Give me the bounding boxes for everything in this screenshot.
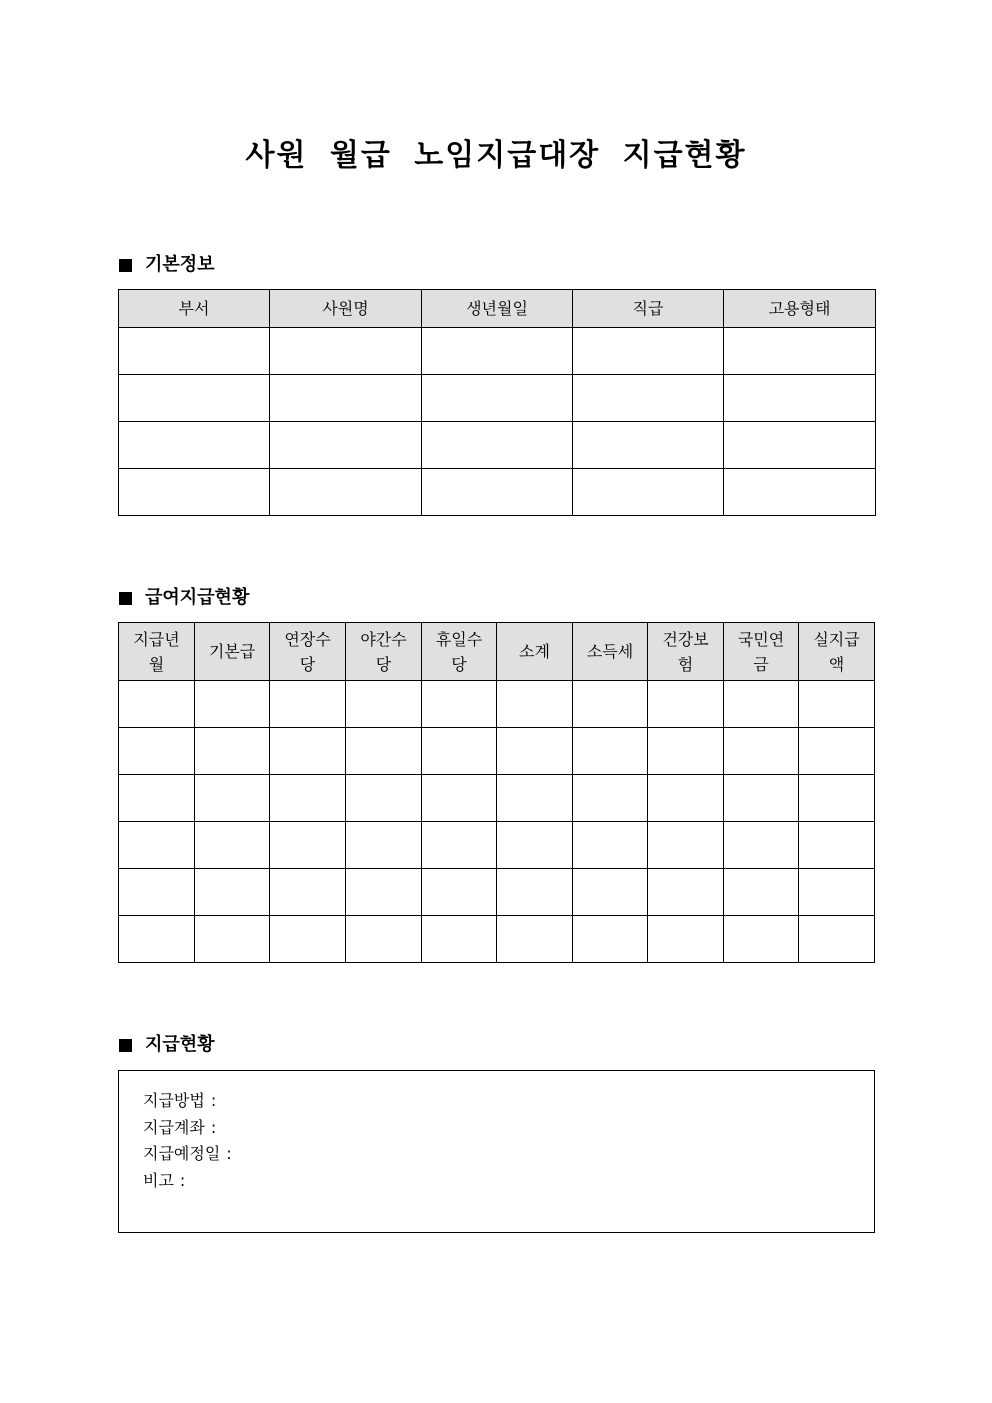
table-row (119, 869, 875, 916)
table-cell[interactable] (422, 822, 497, 869)
table-row (119, 916, 875, 963)
column-header: 사원명 (270, 290, 422, 328)
table-cell[interactable] (346, 869, 422, 916)
table-cell[interactable] (573, 422, 724, 469)
section-heading-pay (119, 586, 249, 610)
table-cell[interactable] (346, 728, 422, 775)
table-cell[interactable] (346, 916, 422, 963)
basic-info-table (118, 289, 876, 516)
table-row (119, 728, 875, 775)
column-header: 국민연 금 (724, 623, 799, 681)
section-heading-label: 급여지급현황 (145, 587, 250, 608)
section-heading-label: 기본정보 (145, 254, 215, 275)
table-row (119, 681, 875, 728)
column-header: 실지급 액 (799, 623, 875, 681)
square-bullet-icon (119, 1039, 132, 1052)
table-cell[interactable] (724, 869, 799, 916)
table-cell[interactable] (119, 375, 270, 422)
column-header: 야간수 당 (346, 623, 422, 681)
table-row (119, 375, 876, 422)
table-cell[interactable] (648, 775, 724, 822)
table-row (119, 422, 876, 469)
table-cell[interactable] (195, 869, 270, 916)
table-cell[interactable] (422, 422, 573, 469)
table-cell[interactable] (573, 775, 648, 822)
column-header: 기본급 (195, 623, 270, 681)
pay-status-table (118, 622, 875, 963)
table-cell[interactable] (648, 728, 724, 775)
table-cell[interactable] (119, 775, 195, 822)
table-cell[interactable] (270, 328, 422, 375)
section-heading-status (119, 1033, 215, 1057)
table-cell[interactable] (724, 328, 876, 375)
table-cell[interactable] (422, 916, 497, 963)
table-cell[interactable] (648, 681, 724, 728)
table-row (119, 822, 875, 869)
column-header: 부서 (119, 290, 270, 328)
table-cell[interactable] (573, 681, 648, 728)
table-cell[interactable] (346, 775, 422, 822)
square-bullet-icon (119, 592, 132, 605)
remarks-line[interactable]: 비고 : (143, 1170, 186, 1190)
table-cell[interactable] (422, 375, 573, 422)
table-cell[interactable] (799, 822, 875, 869)
table-cell[interactable] (270, 422, 422, 469)
table-cell[interactable] (422, 869, 497, 916)
column-header: 소계 (497, 623, 573, 681)
table-cell[interactable] (497, 775, 573, 822)
table-cell[interactable] (724, 822, 799, 869)
table-cell[interactable] (573, 869, 648, 916)
table-cell[interactable] (799, 916, 875, 963)
column-header: 건강보 험 (648, 623, 724, 681)
table-cell[interactable] (648, 916, 724, 963)
table-header-row (119, 290, 876, 328)
table-cell[interactable] (422, 681, 497, 728)
table-cell[interactable] (648, 822, 724, 869)
table-cell[interactable] (573, 469, 724, 516)
table-cell[interactable] (270, 822, 346, 869)
table-cell[interactable] (648, 869, 724, 916)
table-row (119, 775, 875, 822)
table-cell[interactable] (270, 469, 422, 516)
table-cell[interactable] (119, 681, 195, 728)
section-heading-label: 지급현황 (145, 1034, 215, 1055)
table-cell[interactable] (270, 728, 346, 775)
column-header: 휴일수 당 (422, 623, 497, 681)
table-cell[interactable] (195, 681, 270, 728)
payment-account-line[interactable]: 지급계좌 : (143, 1117, 217, 1137)
table-cell[interactable] (573, 822, 648, 869)
table-cell[interactable] (573, 375, 724, 422)
table-cell[interactable] (270, 375, 422, 422)
table-cell[interactable] (195, 728, 270, 775)
section-heading-basic (119, 253, 215, 277)
column-header: 지급년 월 (119, 623, 195, 681)
table-cell[interactable] (799, 681, 875, 728)
table-cell[interactable] (119, 869, 195, 916)
table-cell[interactable] (270, 869, 346, 916)
table-cell[interactable] (497, 916, 573, 963)
table-cell[interactable] (724, 469, 876, 516)
table-cell[interactable] (422, 469, 573, 516)
table-cell[interactable] (270, 775, 346, 822)
column-header: 생년월일 (422, 290, 573, 328)
table-cell[interactable] (724, 775, 799, 822)
table-cell[interactable] (119, 469, 270, 516)
table-cell[interactable] (497, 728, 573, 775)
table-cell[interactable] (799, 869, 875, 916)
table-cell[interactable] (497, 681, 573, 728)
table-cell[interactable] (346, 681, 422, 728)
payment-date-line[interactable]: 지급예정일 : (143, 1144, 232, 1163)
table-cell[interactable] (724, 422, 876, 469)
table-cell[interactable] (119, 822, 195, 869)
table-cell[interactable] (119, 728, 195, 775)
table-cell[interactable] (497, 869, 573, 916)
table-cell[interactable] (573, 328, 724, 375)
table-cell[interactable] (422, 328, 573, 375)
table-cell[interactable] (270, 681, 346, 728)
page-title: 사원 월급 노임지급대장 지급현황 (245, 138, 747, 173)
table-cell[interactable] (573, 916, 648, 963)
table-cell[interactable] (422, 728, 497, 775)
table-cell[interactable] (270, 916, 346, 963)
table-cell[interactable] (195, 775, 270, 822)
table-cell[interactable] (119, 916, 195, 963)
table-cell[interactable] (195, 822, 270, 869)
column-header: 연장수 당 (270, 623, 346, 681)
table-cell[interactable] (119, 328, 270, 375)
table-header-row (119, 623, 875, 681)
table-row (119, 328, 876, 375)
table-cell[interactable] (724, 375, 876, 422)
column-header: 고용형태 (724, 290, 876, 328)
table-cell[interactable] (724, 681, 799, 728)
table-cell[interactable] (119, 422, 270, 469)
table-cell[interactable] (724, 728, 799, 775)
payment-method-line[interactable]: 지급방법 : (143, 1091, 217, 1110)
payment-status-box (118, 1070, 875, 1233)
table-cell[interactable] (422, 775, 497, 822)
square-bullet-icon (119, 259, 132, 272)
table-cell[interactable] (724, 916, 799, 963)
table-cell[interactable] (799, 728, 875, 775)
column-header: 직급 (573, 290, 724, 328)
table-cell[interactable] (573, 728, 648, 775)
table-row (119, 469, 876, 516)
table-cell[interactable] (799, 775, 875, 822)
table-cell[interactable] (497, 822, 573, 869)
table-cell[interactable] (195, 916, 270, 963)
column-header: 소득세 (573, 623, 648, 681)
table-cell[interactable] (346, 822, 422, 869)
